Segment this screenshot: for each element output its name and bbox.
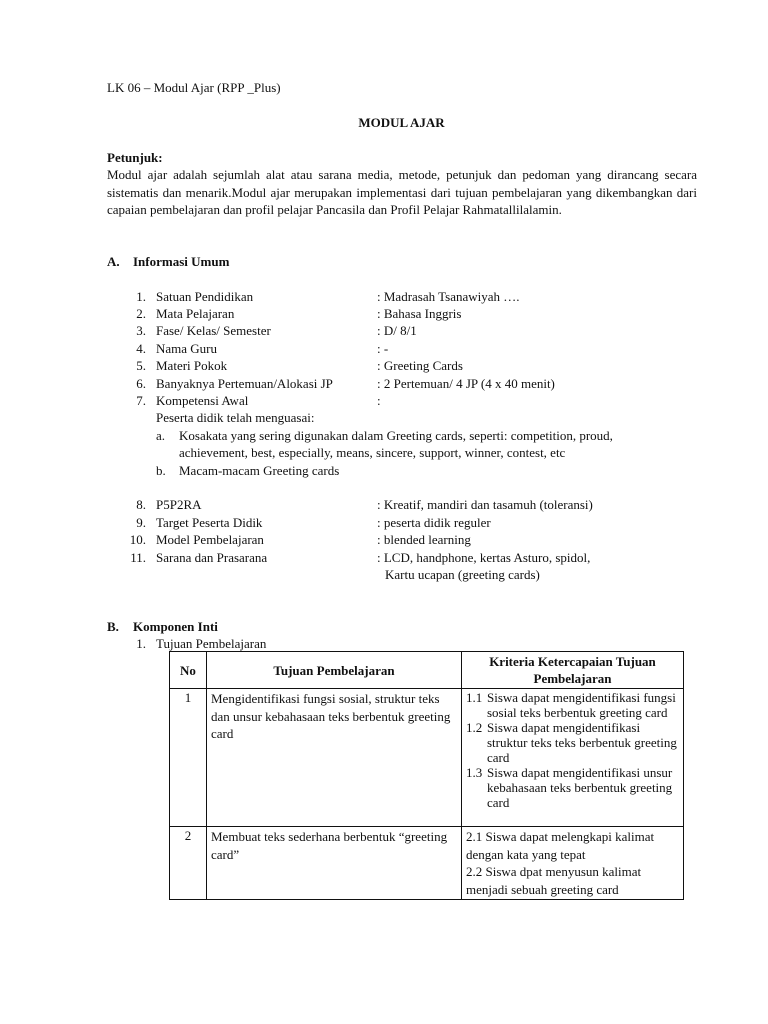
info-item-number: 6. <box>136 376 146 391</box>
info-item-value: : Bahasa Inggris <box>377 306 462 321</box>
table-row <box>170 827 684 900</box>
info-item-value: : Kreatif, mandiri dan tasamuh (toleransi) <box>377 497 593 512</box>
info-item-number: 7. <box>136 393 146 408</box>
tujuan-table <box>169 651 684 900</box>
kriteria-item <box>466 765 679 810</box>
info-item-value: : - <box>377 341 389 356</box>
table-cell-no: 2 <box>170 827 207 900</box>
info-item-number: 10. <box>129 532 146 547</box>
kriteria-text: Siswa dapat mengidentifikasi struktur teks teks berbentuk greeting card <box>487 720 677 765</box>
kriteria-text: Siswa dapat mengidentifikasi unsur kebahasaan teks berbentuk greeting card <box>487 765 673 810</box>
section-a-marker: A. <box>107 254 120 269</box>
info-item-label: Sarana dan Prasarana <box>156 550 268 565</box>
kriteria-text: Siswa dpat menyusun kalimat menjadi sebuah greeting card <box>466 864 642 897</box>
info-item-number: 9. <box>136 515 146 530</box>
kriteria-item <box>466 828 679 863</box>
info-item-label: Banyaknya Pertemuan/Alokasi JP <box>156 376 333 391</box>
info-item-label: Nama Guru <box>156 341 218 356</box>
info-item-label: Model Pembelajaran <box>156 532 264 547</box>
kompetensi-intro: Peserta didik telah menguasai: <box>156 410 315 425</box>
petunjuk-label: Petunjuk: <box>107 150 163 165</box>
info-item-number: 2. <box>136 306 146 321</box>
kompetensi-sub-text: achievement, best, especially, means, sincere, support, winner, contest, etc <box>179 445 566 460</box>
info-item-number: 1. <box>136 289 146 304</box>
info-item-number: 3. <box>136 323 146 338</box>
kompetensi-sub-text: Macam-macam Greeting cards <box>179 463 340 478</box>
kriteria-number: 1.3 <box>466 765 483 780</box>
petunjuk-text: Modul ajar adalah sejumlah alat atau sarana media, metode, petunjuk dan pedoman yang dirancang secara sistematis dan menarik.Modul ajar merupakan implementasi dari tujuan pembelajaran yang dikembangkan dari capaian pembelajaran dan profil pelajar Pancasila dan Profil Pelajar Rahmatallilalamin. <box>107 167 697 217</box>
info-item-value: : Madrasah Tsanawiyah …. <box>377 289 520 304</box>
info-item-value: : D/ 8/1 <box>377 323 417 338</box>
document-title: MODUL AJAR <box>358 115 445 130</box>
table-cell-no: 1 <box>170 689 207 827</box>
table-header-cell: Tujuan Pembelajaran <box>207 652 462 689</box>
kriteria-number: 2.2 <box>466 864 483 879</box>
table-row <box>170 689 684 827</box>
info-item-number: 4. <box>136 341 146 356</box>
table-cell-tujuan: Mengidentifikasi fungsi sosial, struktur teks dan unsur kebahasaan teks berbentuk greeting card <box>207 689 462 827</box>
info-item-label: Materi Pokok <box>156 358 228 373</box>
table-header-row <box>170 652 684 689</box>
info-item-number: 5. <box>136 358 146 373</box>
info-item-label: Fase/ Kelas/ Semester <box>156 323 271 338</box>
document-header: LK 06 – Modul Ajar (RPP _Plus) <box>107 80 281 95</box>
kriteria-text: Siswa dapat mengidentifikasi fungsi sosial teks berbentuk greeting card <box>487 690 676 720</box>
info-item-number: 8. <box>136 497 146 512</box>
kriteria-item <box>466 690 679 720</box>
info-item-label: P5P2RA <box>156 497 202 512</box>
kriteria-number: 2.1 <box>466 829 483 844</box>
kompetensi-sub-marker: a. <box>156 428 166 443</box>
table-header-cell: Kriteria Ketercapaian Tujuan Pembelajaran <box>462 652 684 689</box>
info-item-label: Satuan Pendidikan <box>156 289 254 304</box>
sub-item-title: Tujuan Pembelajaran <box>156 636 267 651</box>
info-item-label: Target Peserta Didik <box>156 515 263 530</box>
kriteria-number: 1.1 <box>466 690 483 705</box>
info-item-value: : <box>377 393 381 408</box>
info-item-value-continued: Kartu ucapan (greeting cards) <box>385 567 540 582</box>
info-item-number: 11. <box>130 550 146 565</box>
section-b-marker: B. <box>107 619 119 634</box>
kompetensi-sub-text: Kosakata yang sering digunakan dalam Greeting cards, seperti: competition, proud, <box>179 428 613 443</box>
kriteria-item <box>466 720 679 765</box>
sub-item-number: 1. <box>136 636 146 651</box>
info-item-label: Mata Pelajaran <box>156 306 235 321</box>
table-header-cell: No <box>170 652 207 689</box>
info-item-value: : 2 Pertemuan/ 4 JP (4 x 40 menit) <box>377 376 555 391</box>
kriteria-text: Siswa dapat melengkapi kalimat dengan kata yang tepat <box>466 829 655 862</box>
info-item-label: Kompetensi Awal <box>156 393 249 408</box>
section-a-title: Informasi Umum <box>133 254 230 269</box>
info-item-value: : peserta didik reguler <box>377 515 491 530</box>
kriteria-item <box>466 863 679 898</box>
info-item-value: : Greeting Cards <box>377 358 463 373</box>
table-cell-kriteria <box>462 689 684 827</box>
kriteria-number: 1.2 <box>466 720 483 735</box>
info-item-value: : blended learning <box>377 532 471 547</box>
section-b-title: Komponen Inti <box>133 619 218 634</box>
kompetensi-sub-marker: b. <box>156 463 166 478</box>
table-cell-kriteria <box>462 827 684 900</box>
info-item-value: : LCD, handphone, kertas Asturo, spidol, <box>377 550 591 565</box>
table-cell-tujuan: Membuat teks sederhana berbentuk “greeting card” <box>207 827 462 900</box>
